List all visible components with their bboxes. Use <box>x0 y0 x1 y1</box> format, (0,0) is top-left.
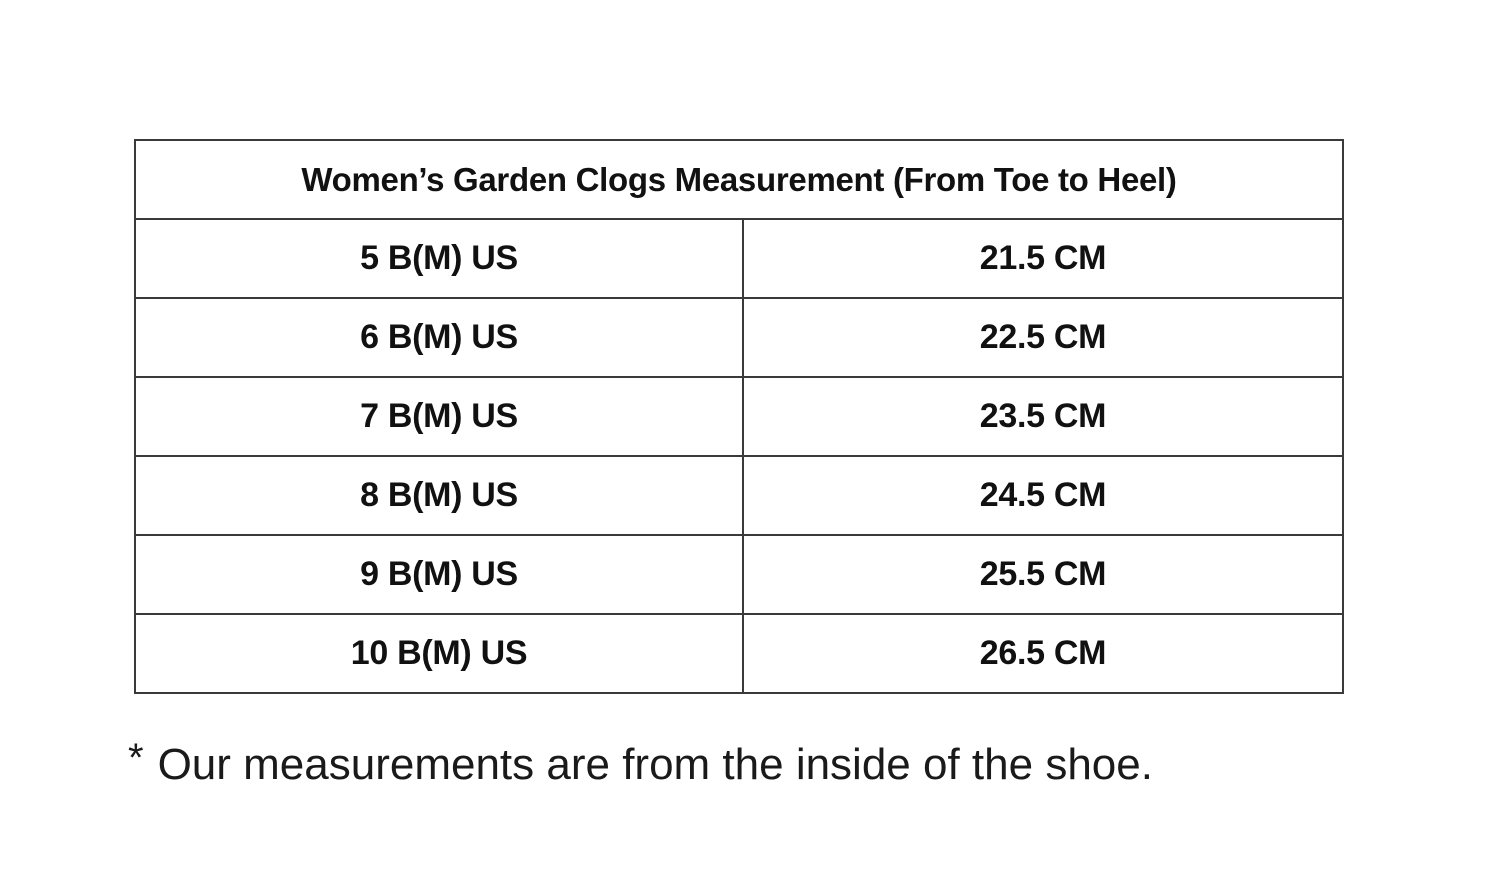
table-title: Women’s Garden Clogs Measurement (From Toe to Heel) <box>135 140 1343 219</box>
table-row <box>135 298 1343 377</box>
size-cell: 7 B(M) US <box>135 377 743 456</box>
size-cell: 8 B(M) US <box>135 456 743 535</box>
size-cell: 9 B(M) US <box>135 535 743 614</box>
footnote-text: Our measurements are from the inside of the shoe. <box>157 740 1153 789</box>
measurement-footnote <box>128 736 1153 790</box>
table-title-row <box>135 140 1343 219</box>
table-row <box>135 219 1343 298</box>
table-row <box>135 535 1343 614</box>
length-cell: 24.5 CM <box>743 456 1343 535</box>
table-row <box>135 456 1343 535</box>
table-row <box>135 614 1343 693</box>
footnote-marker: * <box>128 736 144 780</box>
length-cell: 21.5 CM <box>743 219 1343 298</box>
size-cell: 5 B(M) US <box>135 219 743 298</box>
length-cell: 22.5 CM <box>743 298 1343 377</box>
length-cell: 25.5 CM <box>743 535 1343 614</box>
table-row <box>135 377 1343 456</box>
size-cell: 6 B(M) US <box>135 298 743 377</box>
length-cell: 23.5 CM <box>743 377 1343 456</box>
size-chart-table <box>134 139 1344 694</box>
size-cell: 10 B(M) US <box>135 614 743 693</box>
length-cell: 26.5 CM <box>743 614 1343 693</box>
